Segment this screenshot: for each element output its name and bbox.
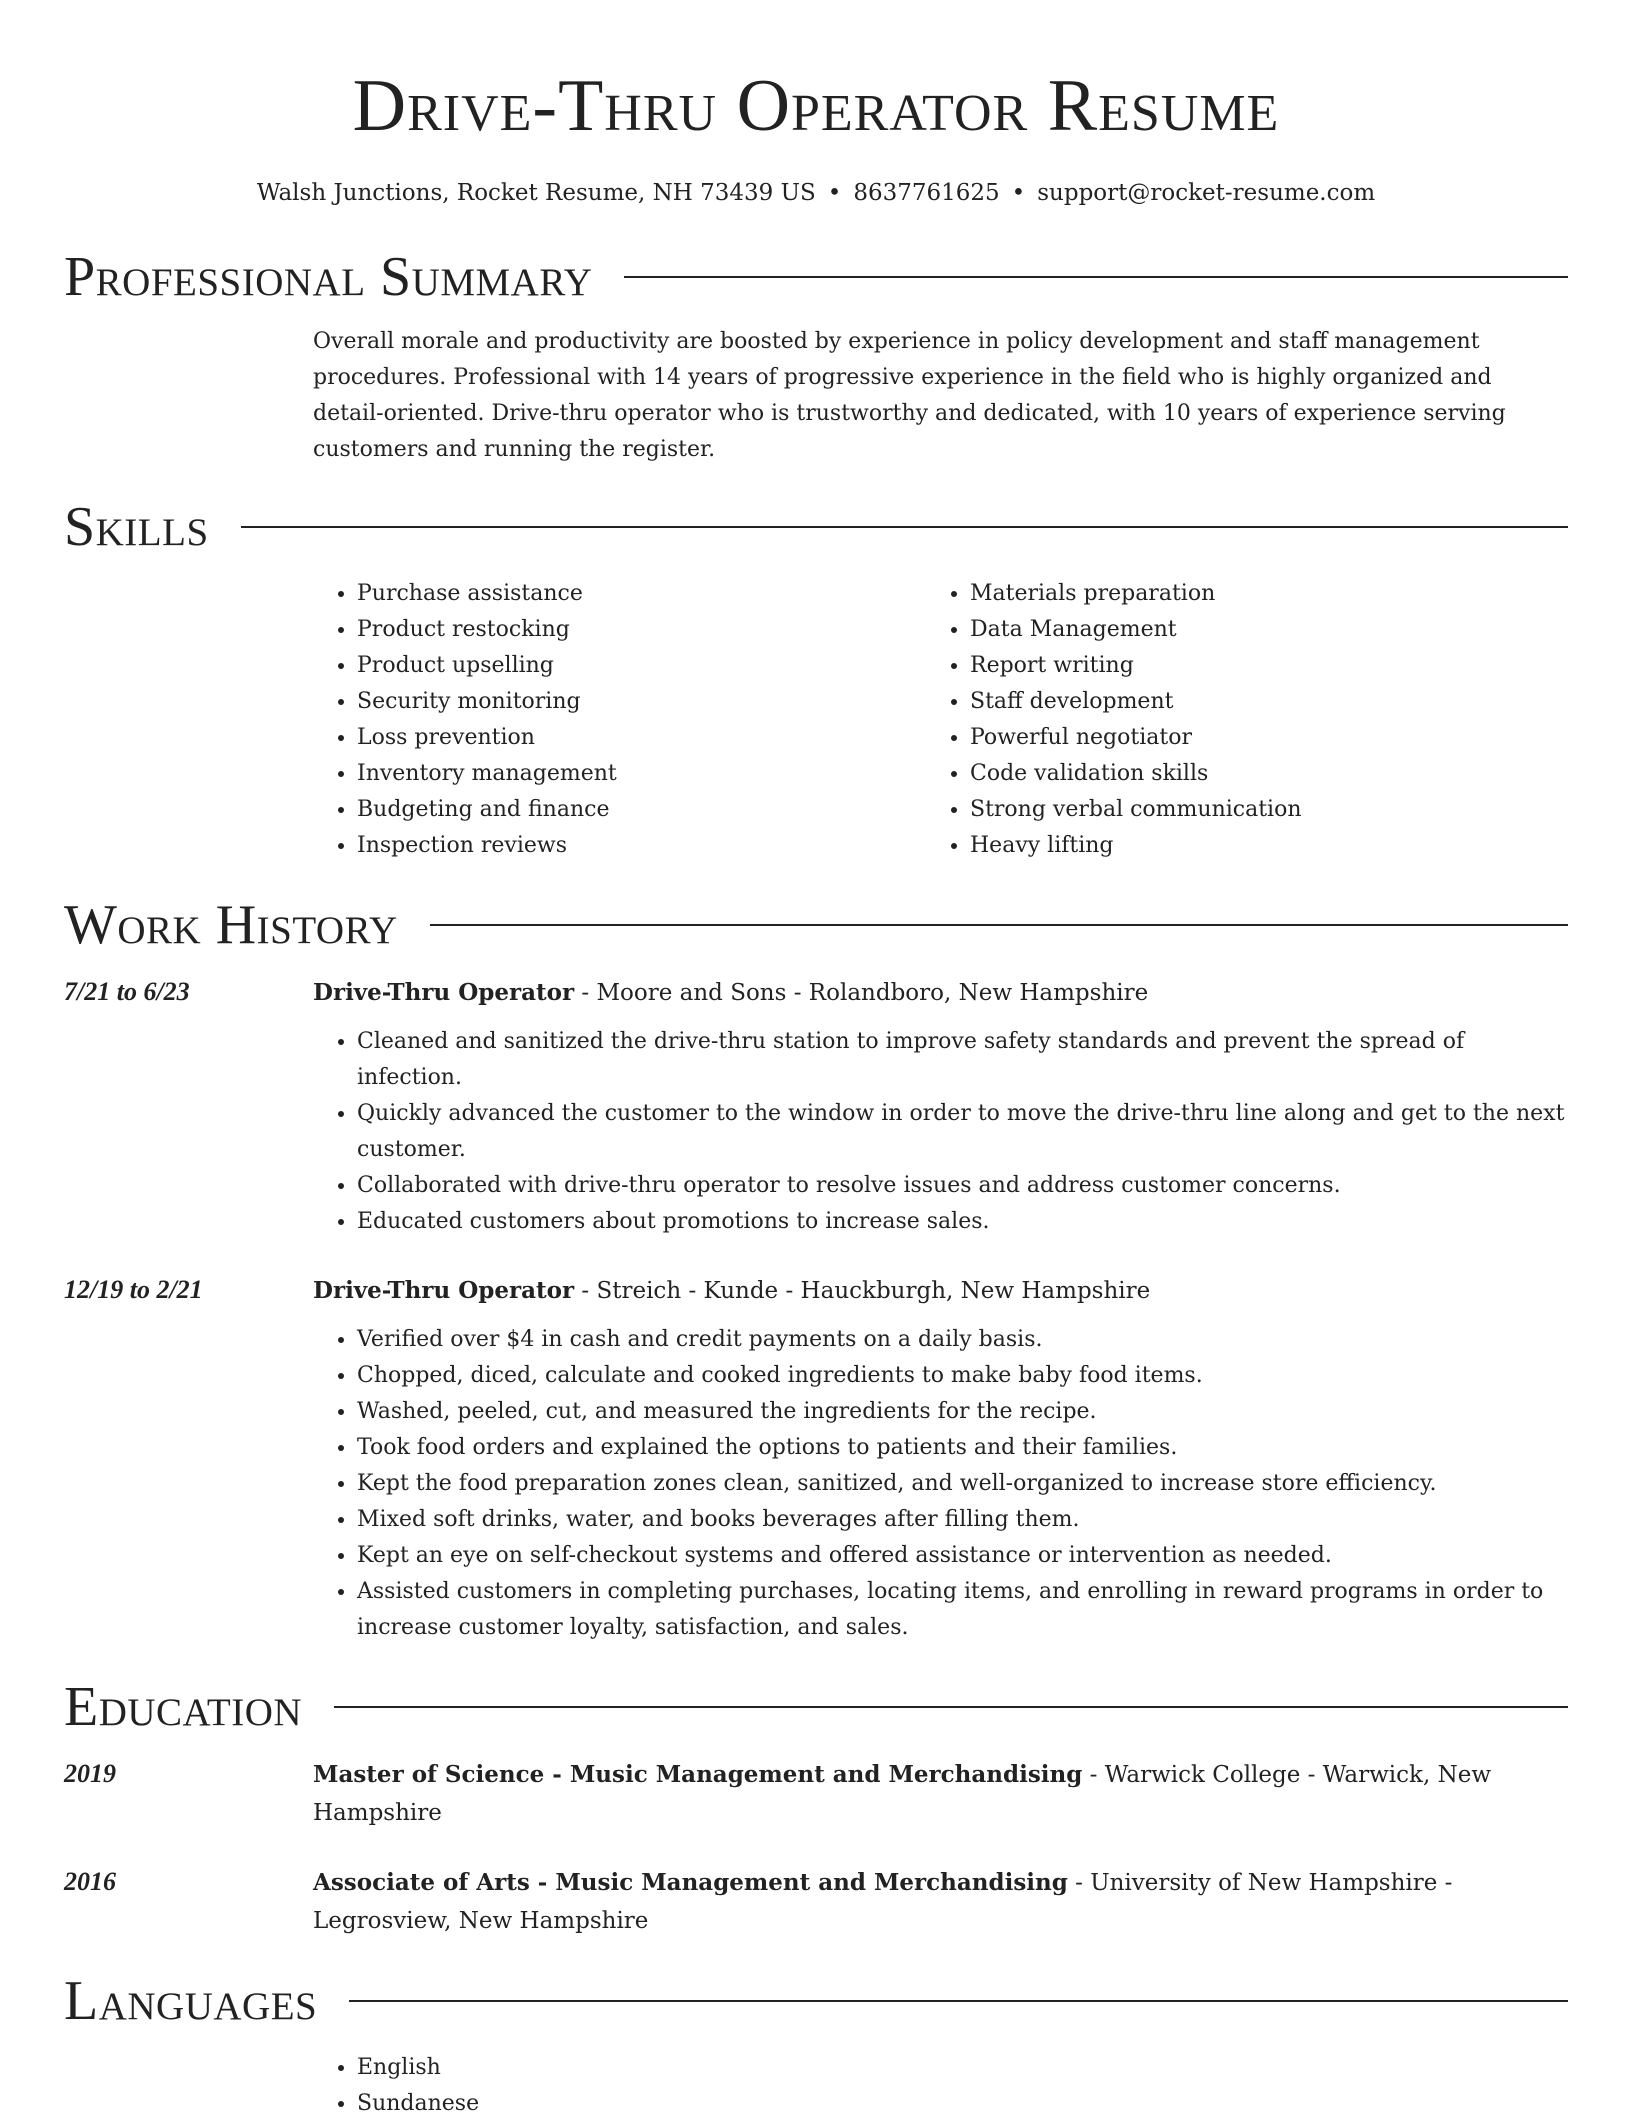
skill-item: • Purchase assistance — [357, 576, 926, 612]
section-title-summary: Professional Summary — [64, 246, 593, 308]
education-entry — [64, 1756, 1568, 1832]
section-divider — [624, 276, 1568, 278]
section-header-summary — [64, 242, 1568, 312]
skill-item: • Code validation skills — [970, 756, 1539, 792]
language-bullet-list — [313, 2050, 1568, 2122]
work-bullet: • Mixed soft drinks, water, and books beverages after filling them. — [357, 1502, 1568, 1538]
section-title-languages: Languages — [64, 1970, 318, 2032]
work-bullet: • Quickly advanced the customer to the window in order to move the drive-thru line along and get to the next customer. — [357, 1096, 1568, 1168]
skill-item: • Heavy lifting — [970, 828, 1539, 864]
work-bullet: • Verified over $4 in cash and credit payments on a daily basis. — [357, 1322, 1568, 1358]
section-header-work — [64, 890, 1568, 960]
section-title-education: Education — [64, 1676, 303, 1738]
summary-text: Overall morale and productivity are boosted by experience in policy development and staff management procedures. Professional with 14 years of progressive experience in the field who is highly organized and detail-oriented. Drive-thru operator who is trustworthy and dedicated, with 10 years of experience serving customers and running the register. — [313, 329, 1506, 462]
work-bullet: • Collaborated with drive-thru operator to resolve issues and address customer concerns. — [357, 1168, 1568, 1204]
resume-title: Drive-Thru Operator Resume — [352, 65, 1280, 147]
education-date: 2016 — [64, 1867, 116, 1896]
work-bullet: • Chopped, diced, calculate and cooked ingredients to make baby food items. — [357, 1358, 1568, 1394]
skill-item: • Loss prevention — [357, 720, 926, 756]
contact-line — [64, 178, 1568, 208]
work-entry — [64, 974, 1568, 1012]
education-details: - Warwick College - Warwick, New Hampshire — [313, 1762, 1492, 1826]
work-role: Drive-Thru Operator — [313, 979, 575, 1006]
work-entry — [64, 1272, 1568, 1310]
skill-item: • Strong verbal communication — [970, 792, 1539, 828]
language-item: • English — [357, 2050, 1568, 2086]
work-role: Drive-Thru Operator — [313, 1277, 575, 1304]
work-bullet: • Educated customers about promotions to increase sales. — [357, 1204, 1568, 1240]
education-heading — [313, 1756, 1568, 1832]
section-header-education — [64, 1672, 1568, 1742]
language-item: • Sundanese — [357, 2086, 1568, 2122]
education-heading — [313, 1864, 1568, 1940]
summary-body — [313, 324, 1568, 468]
education-degree: Master of Science - Music Management and Merchandising — [313, 1761, 1083, 1788]
skills-column-left — [313, 576, 926, 864]
section-divider — [241, 526, 1568, 528]
contact-address: Walsh Junctions, Rocket Resume, NH 73439 US — [256, 180, 816, 206]
skill-item: • Powerful negotiator — [970, 720, 1539, 756]
work-bullet-list — [313, 1322, 1568, 1646]
work-bullet: • Washed, peeled, cut, and measured the ingredients for the recipe. — [357, 1394, 1568, 1430]
education-degree: Associate of Arts - Music Management and Merchandising — [313, 1869, 1068, 1896]
skill-item: • Inventory management — [357, 756, 926, 792]
section-header-skills — [64, 492, 1568, 562]
skill-item: • Product upselling — [357, 648, 926, 684]
skills-list — [313, 576, 1568, 864]
skill-item: • Report writing — [970, 648, 1539, 684]
education-details: - University of New Hampshire - Legrosview, New Hampshire — [313, 1870, 1453, 1934]
work-details: - Moore and Sons - Rolandboro, New Hampshire — [574, 980, 1149, 1006]
work-heading — [313, 1272, 1568, 1310]
work-heading — [313, 974, 1568, 1012]
education-entry — [64, 1864, 1568, 1940]
skill-item: • Staff development — [970, 684, 1539, 720]
contact-phone: 8637761625 — [853, 180, 1000, 206]
section-divider — [430, 924, 1568, 926]
section-divider — [349, 2000, 1568, 2002]
work-bullet: • Kept the food preparation zones clean, sanitized, and well-organized to increase store efficiency. — [357, 1466, 1568, 1502]
skill-item: • Budgeting and finance — [357, 792, 926, 828]
section-title-work: Work History — [64, 894, 398, 956]
work-bullet: • Kept an eye on self-checkout systems and offered assistance or intervention as needed. — [357, 1538, 1568, 1574]
work-date: 7/21 to 6/23 — [64, 977, 190, 1006]
section-title-skills: Skills — [64, 496, 209, 558]
work-bullet: • Cleaned and sanitized the drive-thru station to improve safety standards and prevent the spread of infection. — [357, 1024, 1568, 1096]
work-bullet: • Took food orders and explained the options to patients and their families. — [357, 1430, 1568, 1466]
skills-column-right — [926, 576, 1539, 864]
contact-separator: • — [827, 180, 842, 206]
languages-list — [313, 2050, 1568, 2122]
work-bullet: • Assisted customers in completing purchases, locating items, and enrolling in reward programs in order to increase customer loyalty, satisfaction, and sales. — [357, 1574, 1568, 1646]
contact-email: support@rocket-resume.com — [1037, 180, 1376, 206]
education-date: 2019 — [64, 1759, 116, 1788]
work-details: - Streich - Kunde - Hauckburgh, New Hampshire — [574, 1278, 1151, 1304]
skill-item: • Security monitoring — [357, 684, 926, 720]
work-bullet-list — [313, 1024, 1568, 1240]
work-bullets — [313, 1322, 1568, 1646]
work-date: 12/19 to 2/21 — [64, 1275, 203, 1304]
skill-item: • Materials preparation — [970, 576, 1539, 612]
contact-separator: • — [1011, 180, 1026, 206]
section-divider — [334, 1706, 1568, 1708]
work-bullets — [313, 1024, 1568, 1240]
section-header-languages — [64, 1966, 1568, 2036]
skill-item: • Data Management — [970, 612, 1539, 648]
skill-item: • Product restocking — [357, 612, 926, 648]
skill-item: • Inspection reviews — [357, 828, 926, 864]
